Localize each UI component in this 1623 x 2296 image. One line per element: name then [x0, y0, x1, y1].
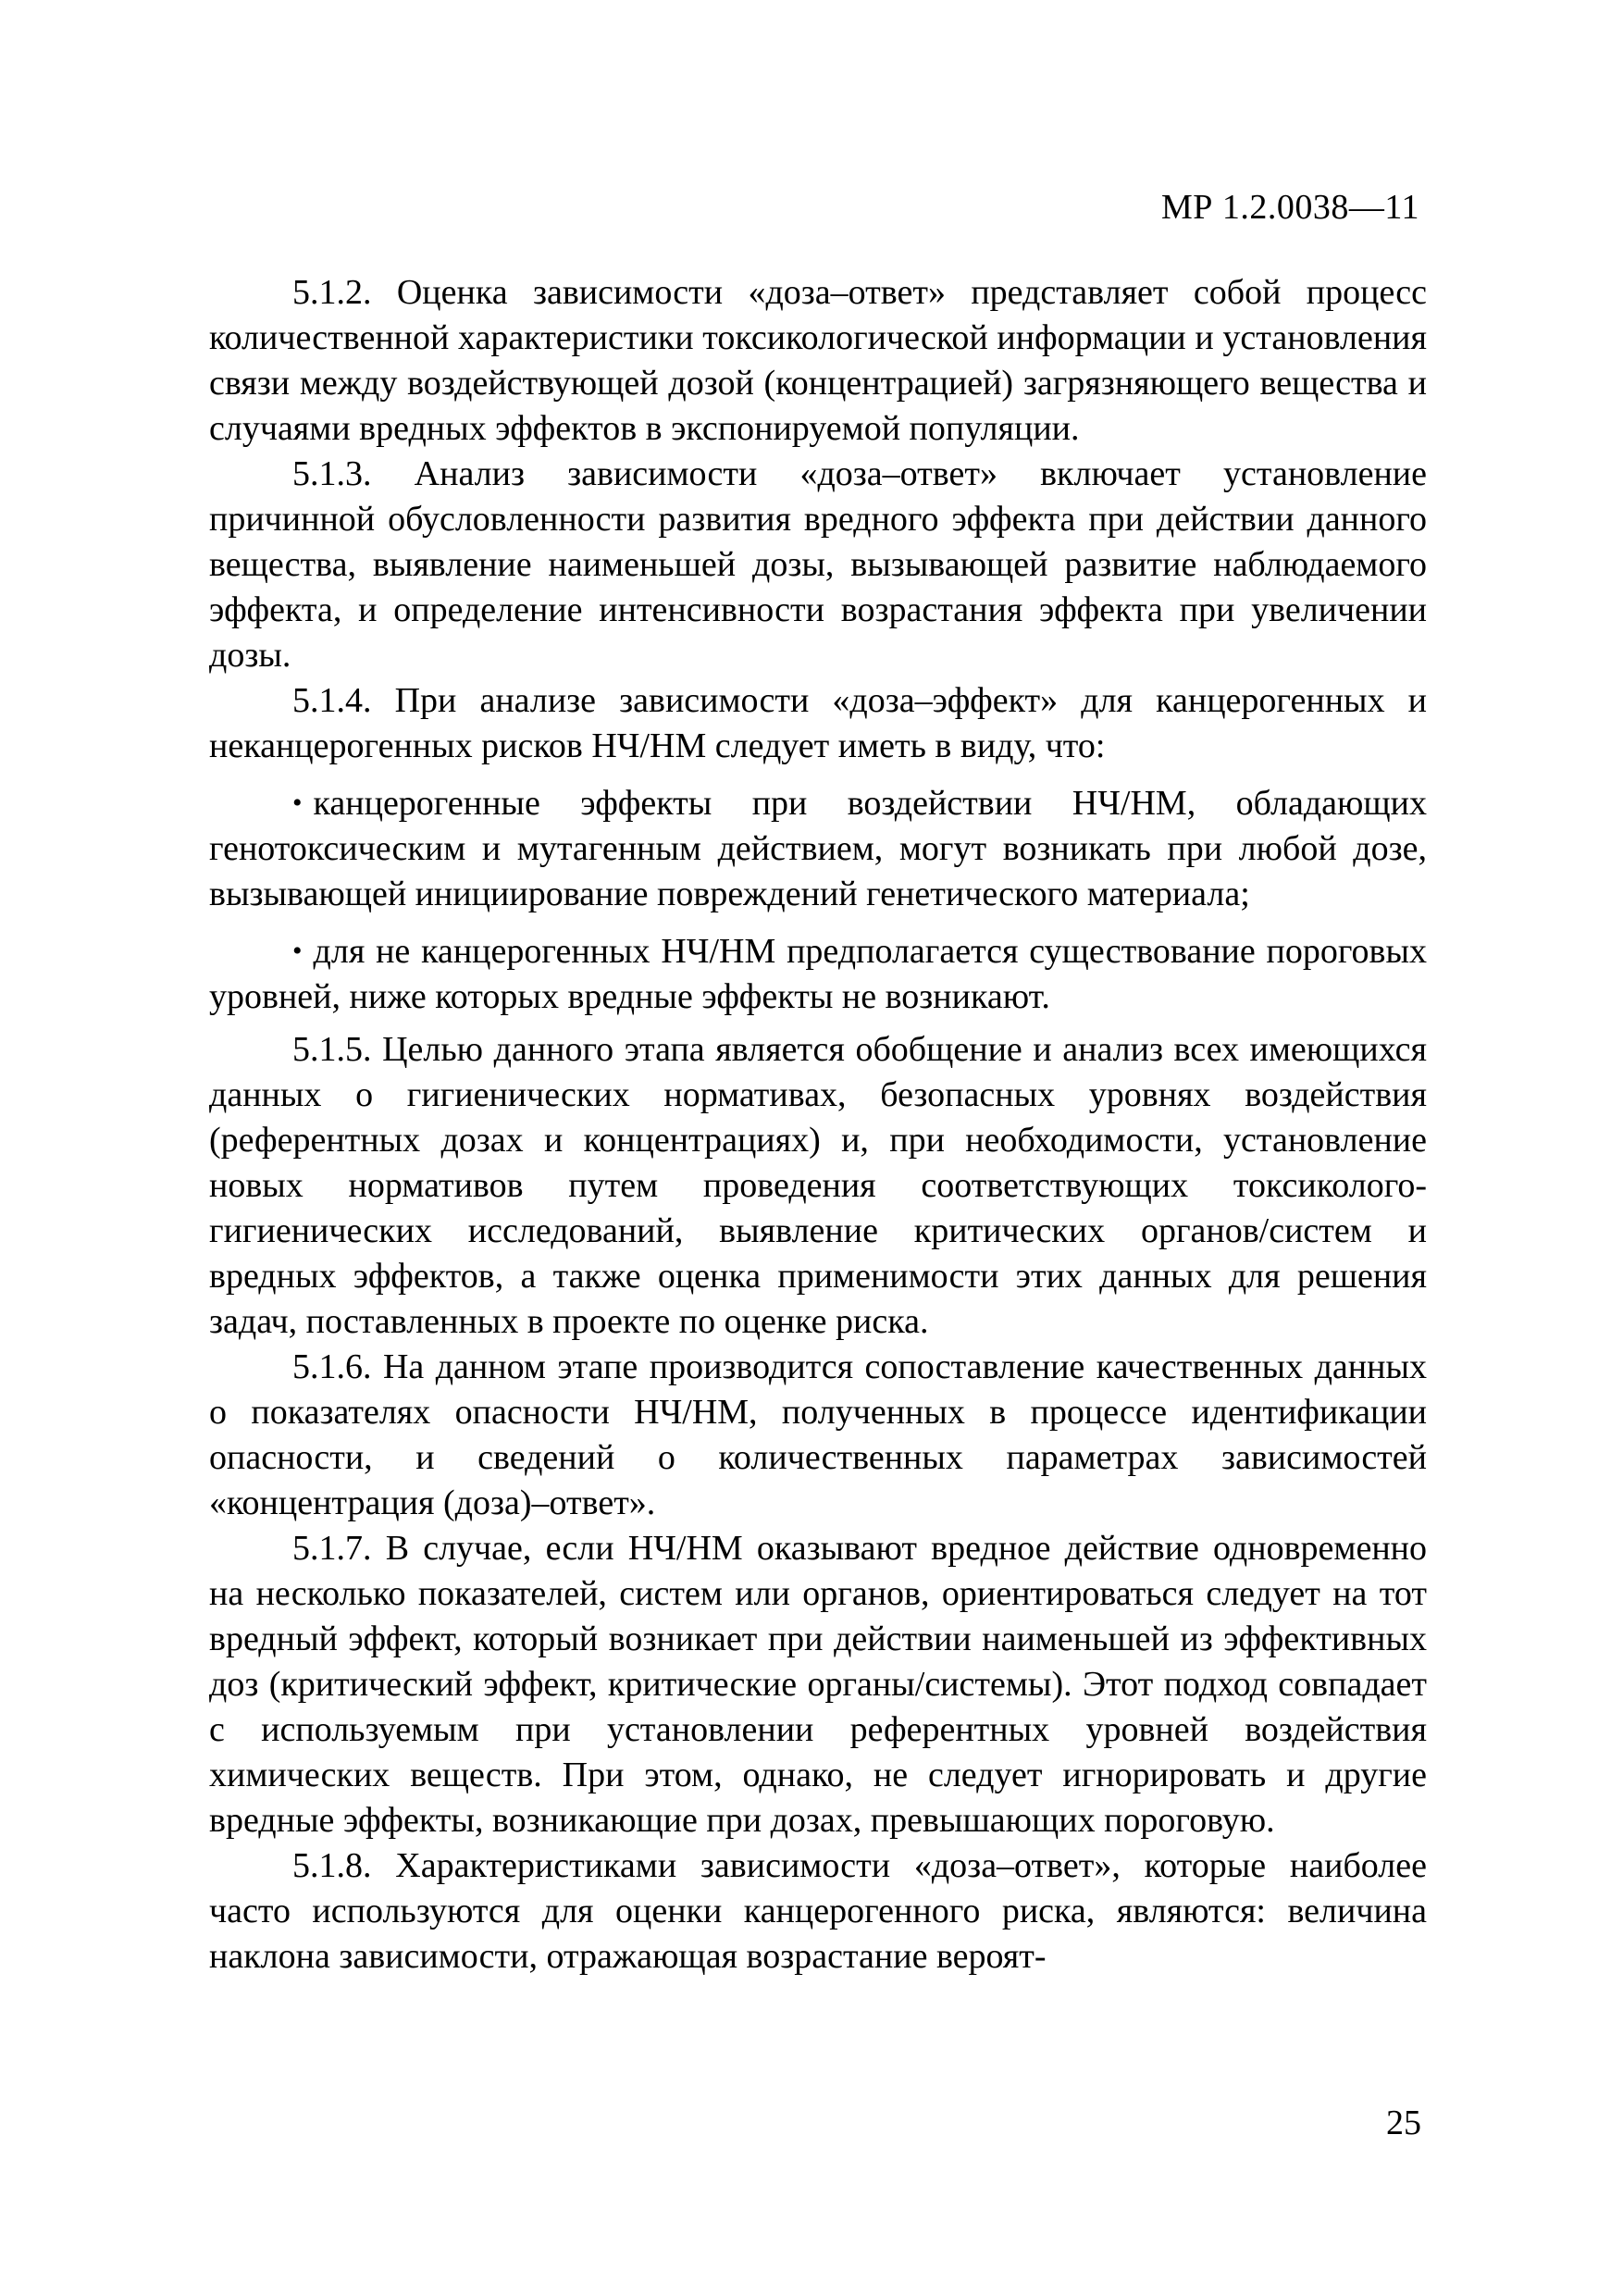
paragraph-5-1-3: 5.1.3. Анализ зависимости «доза–ответ» включает установление причинной обусловленности развития вредного эффекта при действии данного вещества, выявление наименьшей дозы, вызывающей развитие наблюдаемого эффекта, и определение интенсивности возрастания эффекта при увеличении дозы. [209, 454, 1427, 675]
bullet-item-noncarcinogenic [209, 928, 1427, 1020]
bullet-icon: • [292, 936, 303, 966]
bullet-item-carcinogenic [209, 780, 1427, 917]
paragraph-5-1-8: 5.1.8. Характеристиками зависимости «доза–ответ», которые наиболее часто используются для оценки канцерогенного риска, являются: величина наклона зависимости, отражающая возрастание вероят- [209, 1846, 1427, 1976]
paragraph-5-1-5: 5.1.5. Целью данного этапа является обобщение и анализ всех имеющихся данных о гигиенических нормативах, безопасных уровнях воздействия (референтных дозах и концентрациях) и, при необходимости, установление новых нормативов путем проведения соответствующих токсиколого-гигиенических исследований, выявление критических органов/систем и вредных эффектов, а также оценка применимости этих данных для решения задач, поставленных в проекте по оценке риска. [209, 1030, 1427, 1341]
bullet-text: канцерогенные эффекты при воздействии НЧ/НМ, обладающих генотоксическим и мутагенным действием, могут возникать при любой дозе, вызывающей инициирование повреждений генетического материала; [209, 784, 1427, 913]
paragraph-5-1-7: 5.1.7. В случае, если НЧ/НМ оказывают вредное действие одновременно на несколько показателей, систем или органов, ориентироваться следует на тот вредный эффект, который возникает при действии наименьшей из эффективных доз (критический эффект, критические органы/системы). Этот подход совпадает с используемым при установлении референтных уровней воздействия химических веществ. При этом, однако, не следует игнорировать и другие вредные эффекты, возникающие при дозах, превышающих пороговую. [209, 1529, 1427, 1840]
body-text [209, 270, 1427, 1980]
paragraph-5-1-6: 5.1.6. На данном этапе производится сопоставление качественных данных о показателях опасности НЧ/НМ, полученных в процессе идентификации опасности, и сведений о количественных параметрах зависимостей «концентрация (доза)–ответ». [209, 1347, 1427, 1522]
bullet-icon: • [292, 788, 303, 818]
bullet-text: для не канцерогенных НЧ/НМ предполагается существование пороговых уровней, ниже которых вредные эффекты не возникают. [209, 932, 1427, 1016]
paragraph-5-1-4: 5.1.4. При анализе зависимости «доза–эффект» для канцерогенных и неканцерогенных рисков НЧ/НМ следует иметь в виду, что: [209, 681, 1427, 765]
document-code-header: МР 1.2.0038—11 [1160, 188, 1419, 227]
page-number: 25 [1386, 2104, 1421, 2142]
paragraph-5-1-2: 5.1.2. Оценка зависимости «доза–ответ» представляет собой процесс количественной характеристики токсикологической информации и установления связи между воздействующей дозой (концентрацией) загрязняющего вещества и случаями вредных эффектов в экспонируемой популяции. [209, 273, 1427, 448]
